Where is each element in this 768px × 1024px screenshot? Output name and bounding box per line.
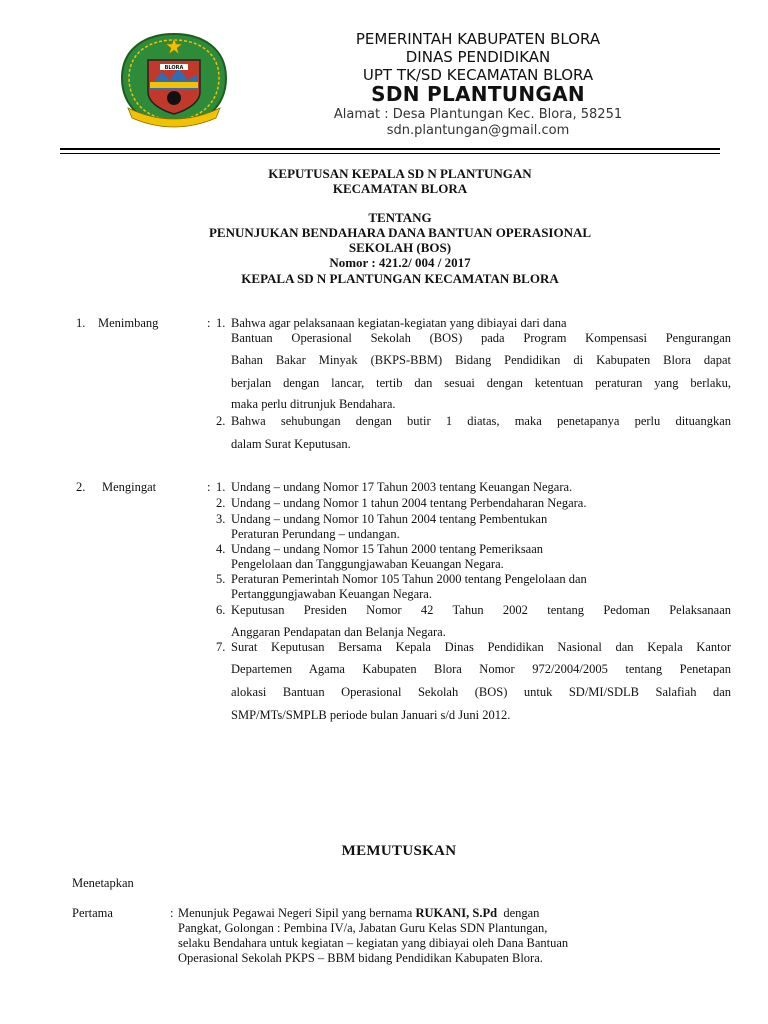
pertama-line: Operasional Sekolah PKPS – BBM bidang Pendidikan Kabupaten Blora. [178, 951, 543, 965]
list-item-number: 2. [216, 496, 226, 510]
list-item-number: 5. [216, 572, 226, 586]
colon: : [170, 906, 174, 920]
treasurer-name: RUKANI, S.Pd [415, 906, 498, 920]
list-item-number: 3. [216, 512, 226, 526]
list-item-text: Undang – undang Nomor 17 Tahun 2003 tentang Keuangan Negara. [231, 480, 573, 494]
letterhead-upt: UPT TK/SD KECAMATAN BLORA [362, 66, 594, 84]
menetapkan-label: Menetapkan [72, 876, 134, 890]
blora-regency-logo [118, 30, 230, 130]
pertama-text-post: dengan [503, 906, 540, 920]
section-number: 2. [76, 480, 86, 494]
list-item-text: Bahan Bakar Minyak (BKPS-BBM) Bidang Pendidikan di Kabupaten Blora dapat [231, 353, 731, 367]
section-label-mengingat: Mengingat [102, 480, 157, 494]
letterhead-school-name: SDN PLANTUNGAN [371, 82, 585, 106]
letterhead-divider-thin [60, 153, 720, 154]
decree-number: Nomor : 421.2/ 004 / 2017 [329, 255, 471, 270]
decree-subject-line2: SEKOLAH (BOS) [348, 240, 452, 255]
list-item-number: 4. [216, 542, 226, 556]
list-item-text: Pertanggungjawaban Keuangan Negara. [231, 587, 432, 601]
decree-issuer: KEPALA SD N PLANTUNGAN KECAMATAN BLORA [241, 271, 559, 286]
letterhead-government: PEMERINTAH KABUPATEN BLORA [355, 30, 601, 48]
decree-subject-line1: PENUNJUKAN BENDAHARA DANA BANTUAN OPERASIONAL [208, 225, 592, 240]
list-item-number: 2. [216, 414, 226, 428]
list-item-text: Bahwa sehubungan dengan butir 1 diatas, maka penetapanya perlu dituangkan [231, 414, 731, 428]
decree-title: KEPUTUSAN KEPALA SD N PLANTUNGAN [268, 166, 532, 181]
letterhead-divider-thick [60, 148, 720, 150]
list-item-text: Pengelolaan dan Tanggungjawaban Keuangan Negara. [231, 557, 504, 571]
pertama-label: Pertama [72, 906, 113, 920]
list-item-number: 7. [216, 640, 226, 654]
letterhead-address: Alamat : Desa Plantungan Kec. Blora, 58251 [333, 107, 623, 122]
list-item-text: alokasi Bantuan Operasional Sekolah (BOS) untuk SD/MI/SDLB Salafiah dan [231, 685, 731, 699]
list-item-text: Surat Keputusan Bersama Kepala Dinas Pendidikan Nasional dan Kepala Kantor [231, 640, 731, 654]
list-item-number: 6. [216, 603, 226, 617]
pertama-text-pre: Menunjuk Pegawai Negeri Sipil yang bernama [178, 906, 413, 920]
decree-tentang: TENTANG [368, 210, 432, 225]
list-item-number: 1. [216, 480, 226, 494]
pertama-line: selaku Bendahara untuk kegiatan – kegiatan yang dibiayai oleh Dana Bantuan [178, 936, 569, 950]
list-item-text: Bantuan Operasional Sekolah (BOS) pada Program Kompensasi Pengurangan [231, 331, 731, 345]
list-item-text: Undang – undang Nomor 15 Tahun 2000 tentang Pemeriksaan [231, 542, 544, 556]
list-item-text: Departemen Agama Kabupaten Blora Nomor 972/2004/2005 tentang Penetapan [231, 662, 731, 676]
letterhead-email: sdn.plantungan@gmail.com [386, 123, 570, 138]
list-item-text: Keputusan Presiden Nomor 42 Tahun 2002 tentang Pedoman Pelaksanaan [231, 603, 731, 617]
pertama-line: Pangkat, Golongan : Pembina IV/a, Jabatan Guru Kelas SDN Plantungan, [178, 921, 548, 935]
decree-subtitle: KECAMATAN BLORA [332, 181, 468, 196]
colon: : [207, 316, 211, 330]
section-number: 1. [76, 316, 86, 330]
memutuskan-heading: MEMUTUSKAN [341, 843, 457, 859]
list-item-text: Anggaran Pendapatan dan Belanja Negara. [231, 625, 446, 639]
list-item-text: dalam Surat Keputusan. [231, 437, 351, 451]
list-item-number: 1. [216, 316, 226, 330]
section-label-menimbang: Menimbang [98, 316, 159, 330]
svg-text:BLORA: BLORA [164, 65, 184, 71]
letterhead-department: DINAS PENDIDIKAN [405, 48, 551, 66]
list-item-text: Bahwa agar pelaksanaan kegiatan-kegiatan yang dibiayai dari dana [231, 316, 567, 330]
list-item-text: Peraturan Perundang – undangan. [231, 527, 400, 541]
list-item-text: Undang – undang Nomor 10 Tahun 2004 tentang Pembentukan [231, 512, 548, 526]
pertama-text [178, 906, 539, 921]
list-item-text: berjalan dengan lancar, tertib dan sesuai dengan ketentuan peraturan yang berlaku, [231, 376, 731, 390]
colon: : [207, 480, 211, 494]
list-item-text: SMP/MTs/SMPLB periode bulan Januari s/d Juni 2012. [231, 708, 511, 722]
list-item-text: Peraturan Pemerintah Nomor 105 Tahun 2000 tentang Pengelolaan dan [231, 572, 587, 586]
list-item-text: maka perlu ditrunjuk Bendahara. [231, 397, 396, 411]
list-item-text: Undang – undang Nomor 1 tahun 2004 tentang Perbendaharan Negara. [231, 496, 587, 510]
